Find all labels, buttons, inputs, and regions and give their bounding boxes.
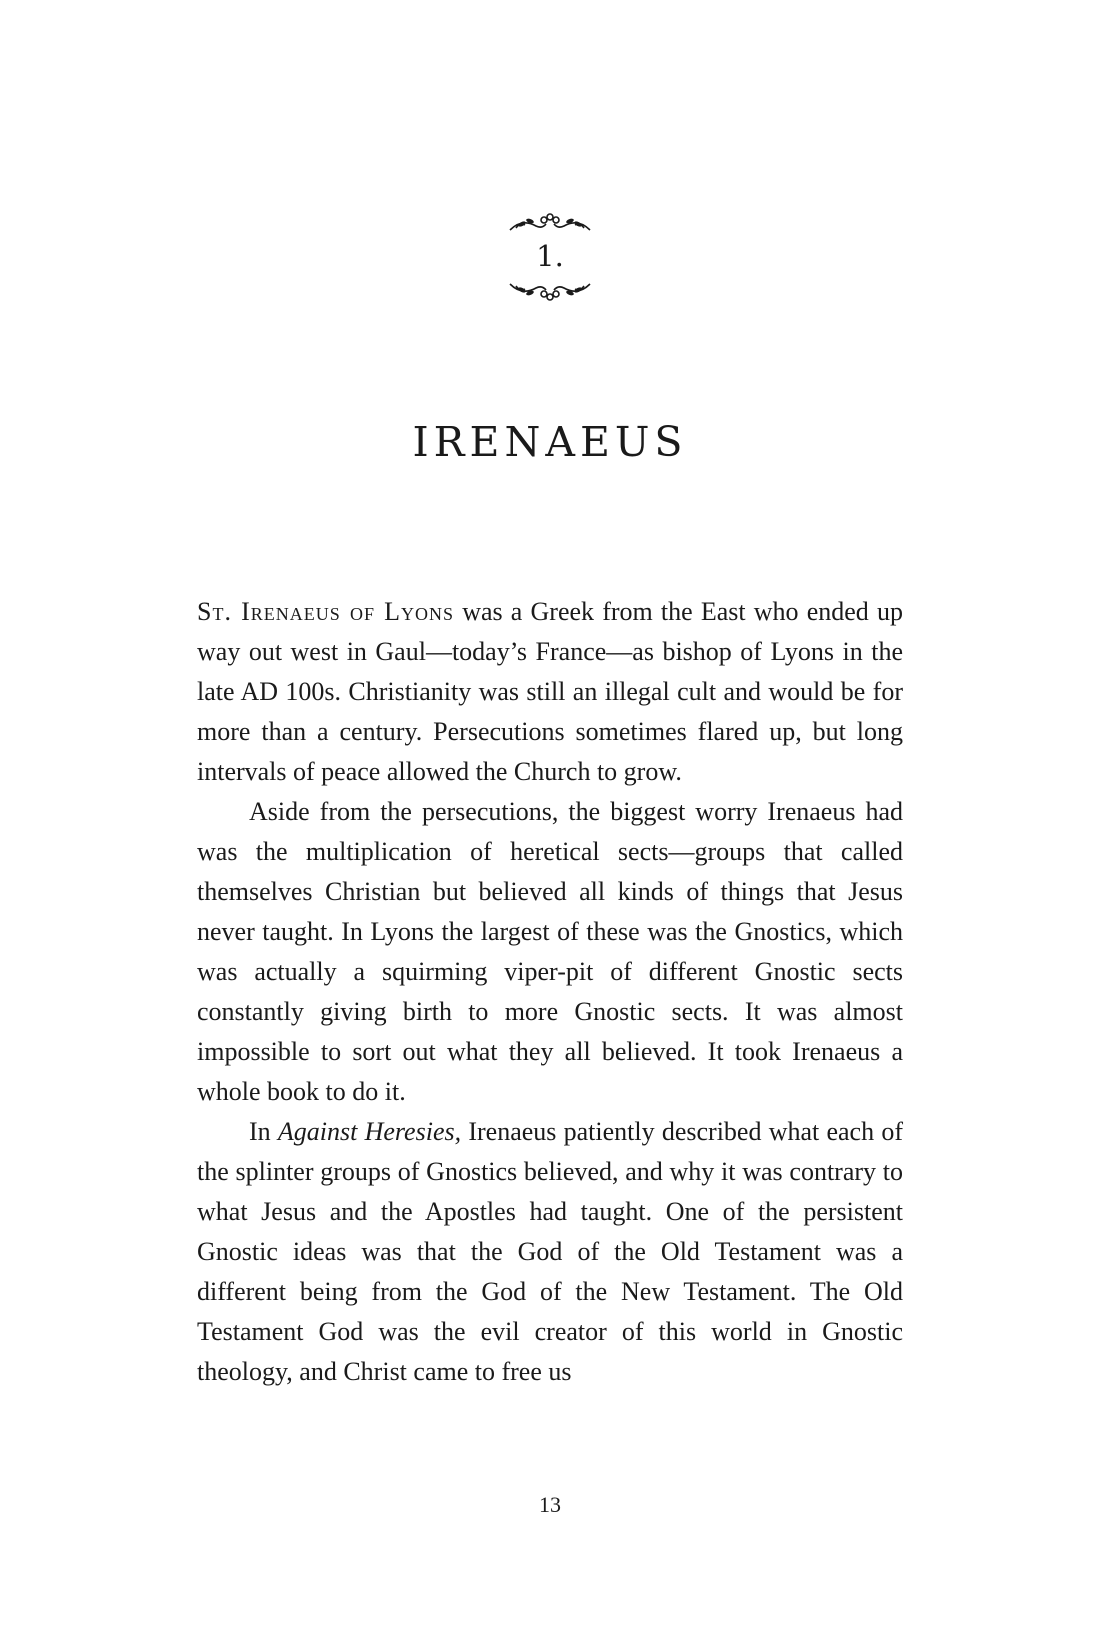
paragraph-text: Irenaeus patiently described what each of the splinter groups of Gnostics believed, and why it was contrary to what Jesus and the Apostles had taught. One of the persistent Gnostic ideas was that the God of the Old Testament was a different being from the God of the New Testament. The Old Testament God was the evil creator of this world in Gnostic theology, and Christ came to free us <box>197 1117 903 1386</box>
paragraph-prefix: In <box>249 1117 278 1146</box>
chapter-number: 1. <box>536 239 564 273</box>
paragraph-1 <box>197 592 903 792</box>
paragraph-text: was a Greek from the East who ended up way out west in Gaul—today’s France—as bishop of Lyons in the late AD 100s. Christianity was still an illegal cult and would be for more than a century. Persecutions sometimes flared up, but long intervals of peace allowed the Church to grow. <box>197 597 903 786</box>
book-title-italic: Against Heresies, <box>277 1117 462 1146</box>
flourish-ornament-bottom-icon <box>500 276 600 304</box>
paragraph-3 <box>197 1112 903 1392</box>
paragraph-2 <box>197 792 903 1112</box>
chapter-title: IRENAEUS <box>412 418 688 467</box>
chapter-body <box>197 592 903 1392</box>
paragraph-lead-smallcaps: St. Irenaeus of Lyons <box>197 597 455 626</box>
page-number: 13 <box>539 1492 561 1517</box>
flourish-ornament-top-icon <box>500 210 600 238</box>
paragraph-text: Aside from the persecutions, the biggest worry Irenaeus had was the multiplication of heretical sects—groups that called themselves Christian but believed all kinds of things that Jesus never taught. In Lyons the largest of these was the Gnostics, which was actually a squirming viper-pit of different Gnostic sects constantly giving birth to more Gnostic sects. It was almost impossible to sort out what they all believed. It took Irenaeus a whole book to do it. <box>197 797 903 1106</box>
